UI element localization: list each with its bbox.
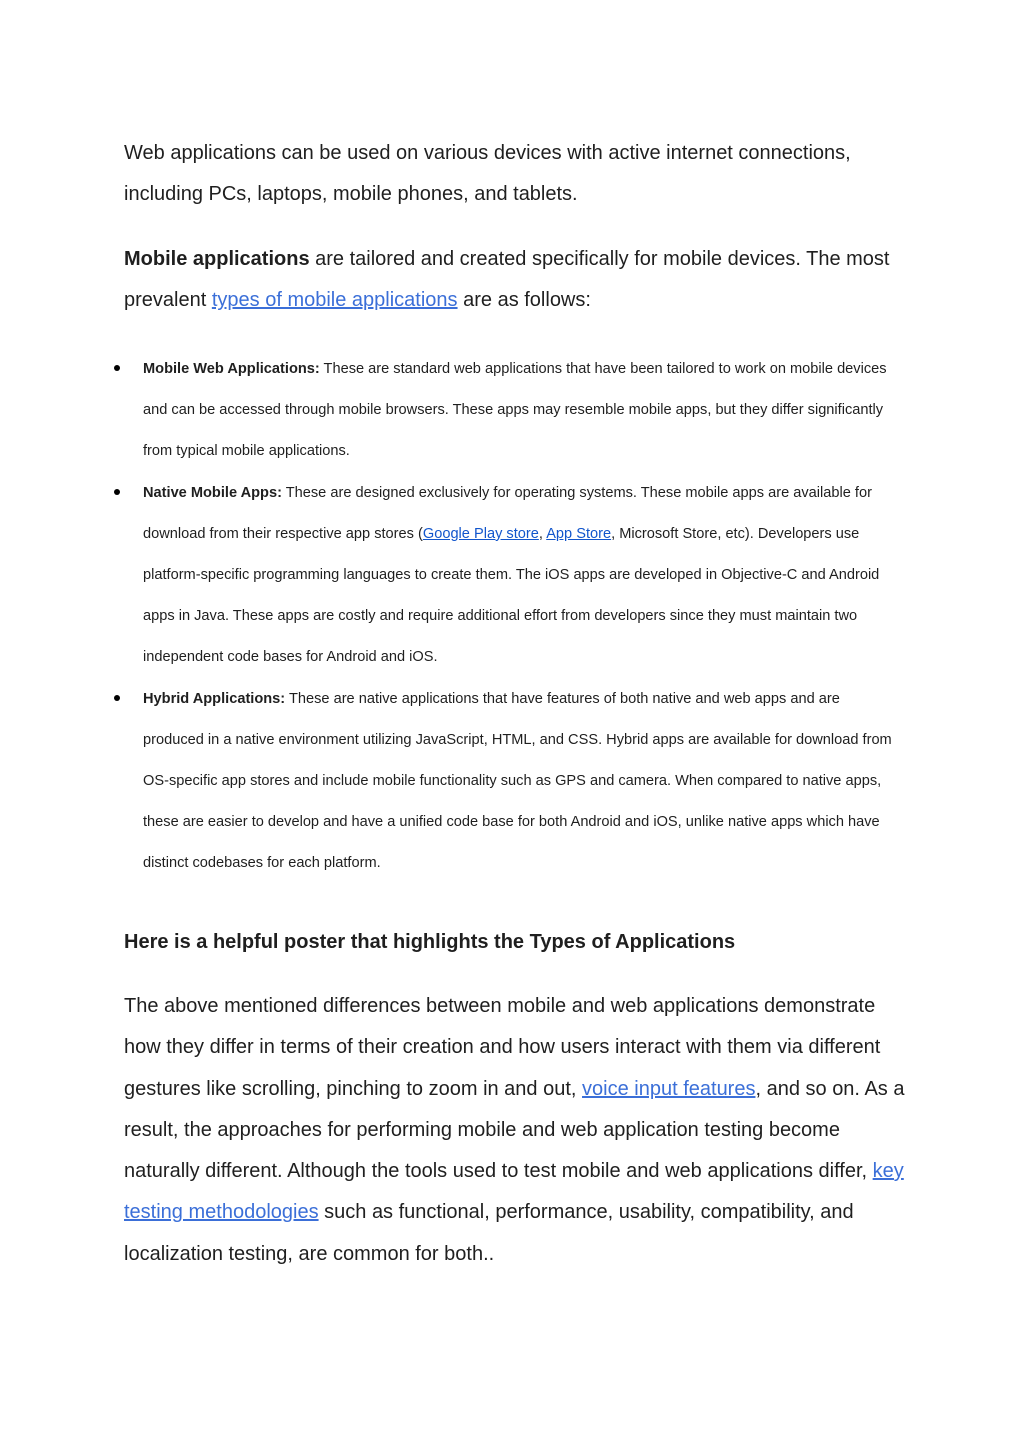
app-types-list [0, 349, 1023, 885]
mobile-web-title: Mobile Web Applications: [143, 361, 320, 377]
hybrid-title: Hybrid Applications: [143, 690, 286, 707]
native-title: Native Mobile Apps: [143, 484, 282, 501]
mobile-applications-bold: Mobile applications [124, 248, 310, 270]
hybrid-text: These are native applications that have features of both native and web apps and are produced in a native environment utilizing JavaScript, HTML, and CSS. Hybrid apps are available for download from OS-specific app stores and include mobile functionality such as GPS and camera. When compared to native apps, these are easier to develop and have a unified code base for both Android and iOS, unlike native apps which have distinct codebases for each platform. [143, 690, 892, 872]
mobile-apps-paragraph [124, 239, 914, 322]
intro-paragraph [124, 133, 914, 216]
google-play-store-link[interactable]: Google Play store [422, 525, 539, 542]
list-item-hybrid [0, 679, 903, 885]
list-item-native [0, 473, 903, 679]
bullet-dot-icon [114, 695, 120, 701]
differences-text-a: The above mentioned differences between mobile and web applications demonstrate how they differ in terms of their creation and how users interact with them via different gestures like scrolling, pinching to zoom in and out, [124, 995, 881, 1100]
bullet-dot-icon [114, 365, 120, 371]
mobile-apps-text-a: are tailored and created specifically for mobile devices. The most prevalent [124, 248, 890, 312]
bullet-dot-icon [114, 489, 120, 495]
app-store-link[interactable]: App Store [546, 525, 612, 542]
types-of-mobile-applications-link[interactable]: types of mobile applications [211, 289, 458, 312]
native-text-a: These are designed exclusively for operating systems. These mobile apps are available for download from their respective app stores ( [143, 484, 872, 542]
poster-heading: Here is a helpful poster that highlights the Types of Applications [124, 931, 736, 953]
list-item-mobile-web [0, 349, 903, 473]
key-testing-methodologies-link[interactable]: key testing methodologies [124, 1160, 904, 1224]
mobile-web-text: These are standard web applications that have been tailored to work on mobile devices and can be accessed through mobile browsers. These apps may resemble mobile apps, but they differ significantly from typical mobile applications. [143, 361, 887, 460]
differences-text-b: , and so on. As a result, the approaches for performing mobile and web application testing become naturally different. Although the tools used to test mobile and web applications differ, [124, 1077, 905, 1183]
native-text-b: , Microsoft Store, etc). Developers use platform-specific programming languages to create them. The iOS apps are developed in Objective-C and Android apps in Java. These apps are costly and require additional effort from developers since they must maintain two independent code bases for Android and iOS. [143, 525, 880, 666]
voice-input-features-link[interactable]: voice input features [582, 1077, 756, 1100]
differences-text-c: such as functional, performance, usability, compatibility, and localization testing, are common for both.. [124, 1201, 854, 1265]
intro-text: Web applications can be used on various devices with active internet connections, including PCs, laptops, mobile phones, and tablets. [124, 142, 851, 206]
differences-paragraph [124, 986, 914, 1275]
native-separator: , [538, 525, 547, 542]
mobile-apps-text-b: are as follows: [457, 289, 591, 312]
